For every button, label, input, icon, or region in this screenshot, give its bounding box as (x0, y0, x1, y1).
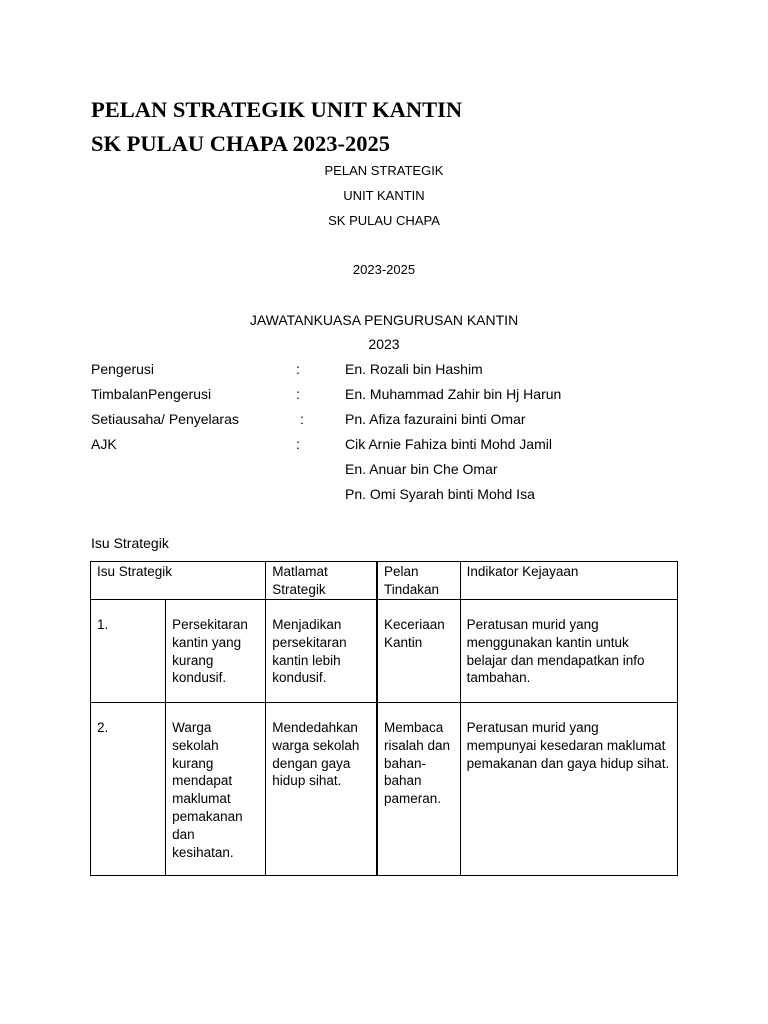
committee-row (0, 485, 768, 505)
table-row (91, 703, 678, 876)
cover-years: 2023-2025 (352, 262, 416, 277)
committee-colon: : (300, 411, 304, 427)
cell-number: 1. (91, 600, 166, 703)
table-header-row (91, 562, 678, 600)
committee-year: 2023 (368, 336, 400, 352)
cell-matlamat: Mendedahkan warga sekolah dengan gaya hidup sihat. (266, 703, 377, 876)
cell-number: 2. (91, 703, 166, 876)
document-title-line-2: SK PULAU CHAPA 2023-2025 (91, 131, 390, 156)
document-title-line-1: PELAN STRATEGIK UNIT KANTIN (91, 97, 463, 122)
header-indikator-kejayaan: Indikator Kejayaan (460, 562, 677, 600)
strategic-issues-table (90, 561, 678, 876)
committee-member-name: Cik Arnie Fahiza binti Mohd Jamil (345, 436, 552, 452)
committee-member-name: En. Rozali bin Hashim (345, 361, 483, 377)
committee-colon: : (296, 361, 300, 377)
table-row (91, 600, 678, 703)
cell-pelan: Keceriaan Kantin (377, 600, 460, 703)
section-label: Isu Strategik (91, 535, 169, 551)
cell-isu: Warga sekolah kurang mendapat maklumat pemakanan dan kesihatan. (166, 703, 266, 876)
committee-role: TimbalanPengerusi (91, 386, 212, 402)
committee-row (0, 385, 768, 405)
committee-colon: : (296, 386, 300, 402)
cover-line-1: PELAN STRATEGIK (324, 163, 444, 178)
committee-row (0, 410, 768, 430)
cell-indikator: Peratusan murid yang mempunyai kesedaran maklumat pemakanan dan gaya hidup sihat. (460, 703, 677, 876)
committee-member-name: Pn. Omi Syarah binti Mohd Isa (345, 486, 535, 502)
header-matlamat-strategik: Matlamat Strategik (266, 562, 377, 600)
header-pelan-tindakan: Pelan Tindakan (377, 562, 460, 600)
committee-member-name: En. Muhammad Zahir bin Hj Harun (345, 386, 562, 402)
committee-row (0, 435, 768, 455)
cell-pelan: Membaca risalah dan bahan-bahan pameran. (377, 703, 460, 876)
cell-indikator: Peratusan murid yang menggunakan kantin untuk belajar dan mendapatkan info tambahan. (460, 600, 677, 703)
committee-role: Setiausaha/ Penyelaras (91, 411, 239, 427)
committee-colon: : (296, 436, 300, 452)
committee-member-name: Pn. Afiza fazuraini binti Omar (345, 411, 526, 427)
committee-role: AJK (91, 436, 117, 452)
cell-isu: Persekitaran kantin yang kurang kondusif. (166, 600, 266, 703)
committee-row (0, 360, 768, 380)
committee-member-name: En. Anuar bin Che Omar (345, 461, 498, 477)
cell-matlamat: Menjadikan persekitaran kantin lebih kondusif. (266, 600, 377, 703)
header-isu-strategik: Isu Strategik (91, 562, 266, 600)
cover-line-2: UNIT KANTIN (343, 188, 425, 203)
cover-line-3: SK PULAU CHAPA (328, 213, 440, 228)
committee-row (0, 460, 768, 480)
committee-heading: JAWATANKUASA PENGURUSAN KANTIN (249, 312, 519, 328)
committee-role: Pengerusi (91, 361, 155, 377)
